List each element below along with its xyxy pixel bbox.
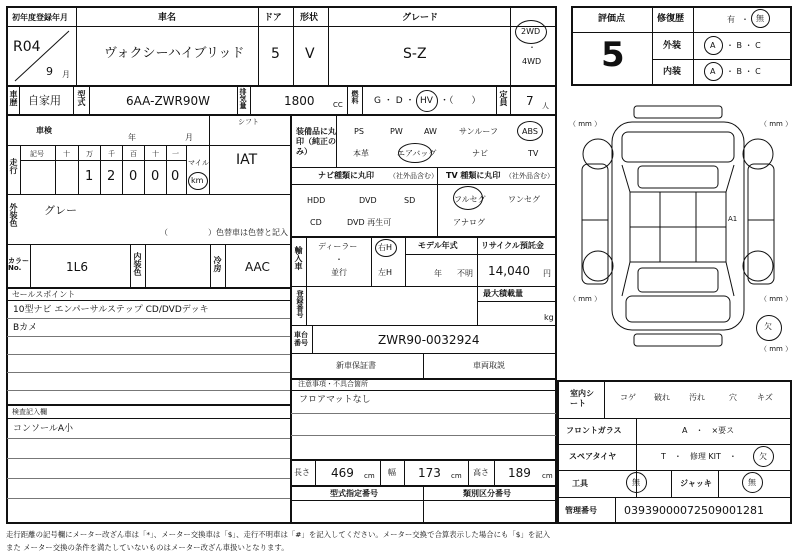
length-label: 長さ: [294, 468, 310, 477]
width-value: 173: [418, 466, 441, 480]
inspector-label: 検査記入欄: [12, 408, 47, 416]
exterior-color-label: 外装色: [9, 203, 18, 227]
equip-navi: ナビ: [472, 149, 488, 158]
interior-color-label: 内装色: [133, 252, 142, 276]
width-unit: cm: [451, 472, 462, 480]
door-count: 5: [271, 46, 280, 62]
displacement-value: 1800: [284, 94, 315, 108]
first-reg-label: 初年度登録年月: [12, 13, 68, 22]
displacement-label: 排気量: [239, 88, 247, 109]
interior-grade-a: A: [710, 67, 716, 76]
equip-tv: TV: [528, 149, 539, 158]
max-load-label: 最大積載量: [483, 289, 523, 298]
tv-analog: アナログ: [453, 218, 485, 227]
mileage-digit-3: 0: [129, 169, 138, 184]
height-value: 189: [508, 466, 531, 480]
inspector-line-1: コンソールA小: [13, 424, 73, 434]
warranty-label: 新車保証書: [336, 361, 376, 370]
cc-unit: CC: [333, 101, 343, 109]
drive-dot: ・: [528, 43, 536, 52]
windshield-label: フロントガラス: [566, 426, 622, 435]
equip-abs: ABS: [522, 127, 538, 136]
tools-label: 工具: [572, 479, 588, 488]
sheet-stain: 汚れ: [689, 393, 705, 402]
footer-note-1: 走行距離の記号欄にメーター改ざん車は「*」、メーター交換車は「$」、走行不明車は「#」を記入してください。メーター交換で合算表示した場合にも「$」を記入: [6, 530, 551, 539]
shaken-month-unit: 月: [185, 133, 193, 142]
recycle-label: リサイクル預託金: [481, 241, 544, 250]
import-label: 輸入車: [294, 246, 303, 270]
equip-leather: 本革: [353, 149, 369, 158]
length-value: 469: [331, 466, 354, 480]
mileage-label: 走行: [9, 158, 18, 174]
import-right-h: 右H: [378, 243, 393, 252]
model-year-unit: 年: [434, 269, 442, 278]
shift-value: IAT: [236, 152, 258, 168]
equip-aw: AW: [424, 127, 437, 136]
chassis-value: ZWR90-0032924: [378, 333, 480, 347]
model-label: 型式: [77, 90, 86, 106]
repair-dot: ・: [741, 15, 749, 24]
equip-airbag: エアバッグ: [397, 149, 437, 158]
mileage-digit-1: 1: [85, 169, 94, 184]
spare-tire-selected: 欠: [759, 452, 767, 461]
digit-header-5: 一: [172, 150, 179, 158]
digit-header-2: 千: [108, 150, 115, 158]
sales-line-1: 10型ナビ エンパーサルステップ CD/DVDデッキ: [13, 305, 209, 315]
drive-4wd: 4WD: [522, 57, 542, 66]
sheet-scratch: キズ: [757, 393, 773, 402]
management-label: 管理番号: [565, 506, 597, 515]
drive-2wd: 2WD: [521, 27, 541, 36]
sales-point-label: セールスポイント: [12, 290, 76, 299]
import-left-h: 左H: [378, 268, 393, 277]
length-unit: cm: [364, 472, 375, 480]
month-unit: 月: [62, 70, 70, 79]
chassis-label: 車台番号: [294, 331, 308, 348]
car-name: ヴォクシーハイブリッド: [104, 46, 245, 61]
tv-type-sub: （社外品含む）: [505, 172, 554, 180]
tv-oneseg: ワンセグ: [508, 195, 540, 204]
door-label: ドア: [264, 13, 282, 23]
damage-a1: A1: [728, 215, 738, 223]
notes-value: フロアマットなし: [299, 395, 371, 405]
mileage-digit-2: 2: [107, 169, 116, 184]
grade-label: グレード: [402, 13, 439, 23]
class-no-label: 類別区分番号: [463, 489, 511, 498]
car-name-label: 車名: [158, 13, 177, 23]
equip-ps: PS: [354, 127, 364, 136]
windshield-value: A ・ ×要ス: [682, 426, 735, 435]
exterior-grade-label: 外装: [663, 41, 682, 51]
repair-yes: 有: [727, 15, 735, 24]
fuel-label: 燃料: [351, 90, 359, 104]
shaken-year-unit: 年: [128, 133, 136, 142]
repair-no: 無: [756, 14, 764, 23]
height-label: 高さ: [473, 468, 489, 477]
spare-tire-label: スペアタイヤ: [569, 452, 617, 461]
sales-line-2: Bカメ: [13, 323, 38, 333]
fuel-options: G ・ D ・: [374, 96, 415, 106]
navi-type-label: ナビ種類に丸印: [318, 171, 374, 180]
navi-sd: SD: [404, 196, 416, 205]
era-year: R04: [13, 39, 41, 55]
tv-fullseg: フルセグ: [454, 195, 486, 204]
mileage-digit-5: 0: [171, 169, 180, 184]
navi-type-sub: （社外品含む）: [389, 172, 438, 180]
interior-grade-label: 内装: [663, 67, 682, 77]
max-load-unit: kg: [544, 313, 554, 322]
score-label: 評価点: [598, 14, 626, 24]
management-value: 03939000072509001281: [624, 504, 764, 517]
recycle-yen: 円: [543, 269, 551, 278]
exterior-color-value: グレー: [44, 204, 77, 217]
repaint-note: （ ）色替車は色替と記入: [160, 228, 288, 237]
interior-sheet-label: 室内シート: [570, 389, 594, 408]
manual-label: 車両取説: [473, 361, 505, 370]
digit-header-4: 十: [152, 150, 159, 158]
tv-type-label: TV 種類に丸印: [446, 171, 501, 180]
equip-sunroof: サンルーフ: [459, 127, 498, 136]
spare-tire-options: T ・ 修理 KIT ・: [661, 452, 737, 461]
digit-header-3: 百: [130, 150, 137, 158]
model-year-unknown: 不明: [457, 269, 473, 278]
shape-value: V: [305, 46, 315, 62]
usage-value: 自家用: [28, 94, 61, 107]
reg-no-label: 登録番号: [296, 290, 304, 318]
capacity-value: 7: [526, 94, 534, 108]
reg-month: 9: [46, 65, 53, 78]
import-parallel: 並行: [331, 268, 347, 277]
mm-rear-right: （ mm ）: [760, 295, 793, 303]
score-value: 5: [601, 35, 625, 75]
mileage-digit-4: 0: [151, 169, 160, 184]
sheet-hole: 穴: [729, 393, 737, 402]
interior-grade-rest: ・ B ・ C: [726, 67, 761, 76]
jack-label: ジャッキ: [680, 479, 712, 488]
shape-label: 形状: [300, 13, 319, 23]
navi-hdd: HDD: [307, 196, 326, 205]
mm-front-left: （ mm ）: [569, 120, 602, 128]
jack-value: 無: [748, 478, 756, 487]
color-no-label: カラーNo.: [8, 257, 29, 272]
recycle-value: 14,040: [488, 264, 530, 278]
digit-header-0: 十: [63, 150, 70, 158]
footer-note-2: また メーター交換の条件を満たしていないものはメーター改ざん車扱いとなります。: [6, 543, 289, 552]
repair-label: 修復歴: [657, 14, 685, 24]
navi-dvd: DVD: [359, 196, 377, 205]
main-form: [6, 6, 557, 524]
import-dealer: ディーラー: [318, 242, 358, 251]
mm-side-right: （ mm ）: [760, 345, 793, 353]
fuel-paren: ・（ ）: [440, 96, 481, 106]
model-year-label: モデル年式: [418, 241, 458, 250]
shift-label: シフト: [238, 118, 259, 126]
notes-label: 注意事項・不具合箇所: [298, 380, 368, 388]
navi-dvd-play: DVD 再生可: [347, 218, 392, 227]
model-value: 6AA-ZWR90W: [126, 94, 211, 108]
digit-header-1: 万: [86, 150, 93, 158]
navi-cd: CD: [310, 218, 322, 227]
mm-front-right: （ mm ）: [760, 120, 793, 128]
width-label: 幅: [388, 468, 396, 477]
import-dot: ・: [335, 255, 343, 264]
km-unit: km: [191, 176, 204, 185]
exterior-grade-a: A: [710, 41, 716, 50]
sheet-burn: コゲ: [620, 393, 636, 402]
type-no-label: 型式指定番号: [330, 489, 378, 498]
aircon-value: AAC: [245, 260, 270, 274]
equipment-label: 装備品に丸印（純正のみ）: [296, 127, 336, 156]
exterior-grade-rest: ・ B ・ C: [726, 41, 761, 50]
fuel-selected: HV: [420, 96, 433, 106]
aircon-label: 冷房: [213, 256, 222, 272]
reg-history-label: 車歴: [9, 90, 18, 106]
mile-label: マイル: [188, 159, 209, 167]
capacity-label: 定員: [499, 90, 508, 106]
shaken-label: 車検: [36, 126, 52, 135]
tools-value: 無: [632, 478, 640, 487]
color-no-value: 1L6: [66, 260, 88, 274]
height-unit: cm: [542, 472, 553, 480]
equip-pw: PW: [390, 127, 403, 136]
mm-rear-left: （ mm ）: [569, 295, 602, 303]
person-unit: 人: [542, 102, 549, 110]
mark-label: 記号: [30, 150, 44, 158]
grade-value: S-Z: [403, 46, 427, 62]
sheet-tear: 破れ: [654, 393, 670, 402]
spare-missing-mark: 欠: [764, 322, 772, 331]
